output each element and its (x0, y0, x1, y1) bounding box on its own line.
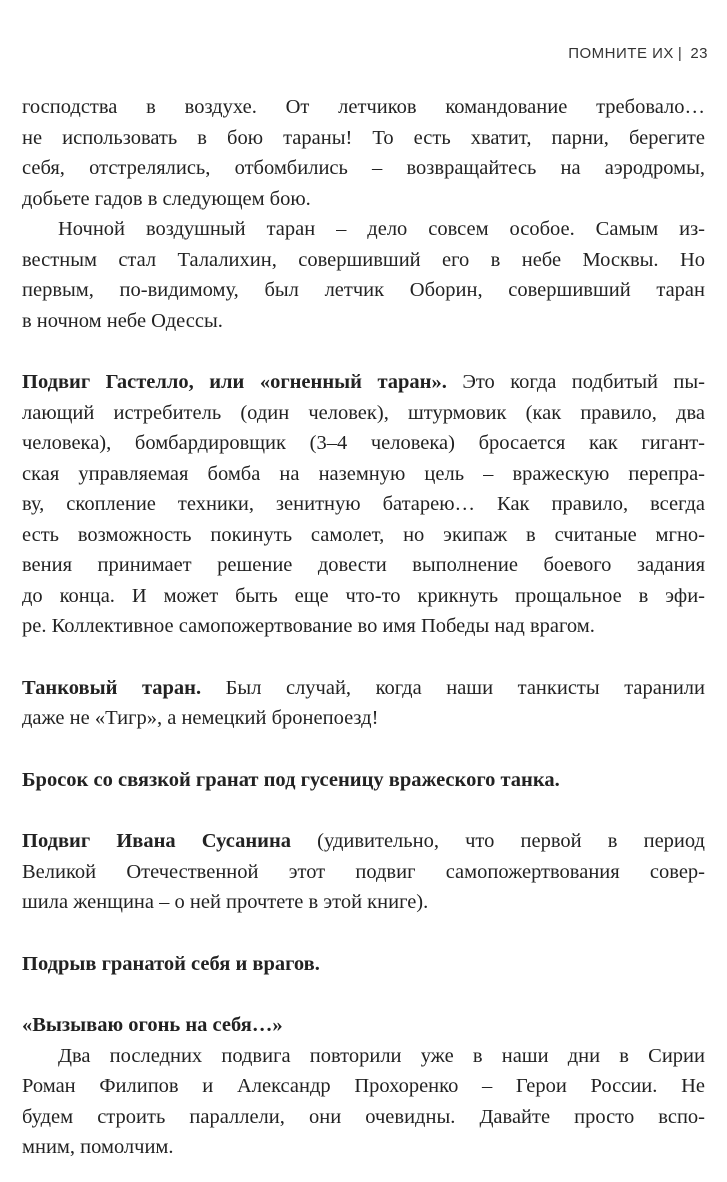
text-line: себя, отстрелялись, отбомбились – возвращайтесь на аэродромы, (22, 157, 705, 179)
paragraph (22, 673, 705, 734)
text-line: ре. Коллективное самопожертвование во имя Победы над врагом. (22, 615, 595, 637)
text-line: лающий истребитель (один человек), штурмовик (как правило, два (22, 401, 705, 424)
text-line: даже не «Тигр», а немецкий бронепоезд! (22, 707, 379, 729)
running-head (568, 45, 708, 62)
text-line: вестным стал Талалихин, совершивший его в небе Москвы. Но (22, 248, 705, 271)
text-line: до конца. И может быть еще что-то крикнуть прощальное в эфи- (22, 584, 705, 607)
text-line: шила женщина – о ней прочтете в этой книге). (22, 891, 429, 913)
paragraph-gap (22, 979, 705, 1010)
paragraph (22, 826, 705, 918)
text-line (22, 367, 705, 398)
text-line: Великой Отечественной этот подвиг самопожертвования совер- (22, 860, 705, 883)
text-line: вения принимает решение довести выполнение боевого задания (22, 554, 705, 576)
text-line: «Вызываю огонь на себя…» (22, 1014, 283, 1036)
text-run: Это когда подбитый пы- (446, 371, 706, 393)
text-line: ву, скопление техники, зенитную батарею… Как правило, всегда (22, 493, 705, 515)
text-line: в ночном небе Одессы. (22, 309, 223, 332)
paragraph (22, 1010, 705, 1163)
section-title: ПОМНИТЕ ИХ (568, 45, 674, 62)
text-line: будем строить параллели, они очевидны. Давайте просто вспо- (22, 1105, 705, 1128)
paragraph (22, 765, 705, 796)
text-run: (удивительно, что первой в период (291, 830, 705, 852)
bold-lead: Подвиг Ивана Сусанина (22, 830, 291, 852)
text-line (22, 673, 705, 704)
text-line: первым, по-видимому, был летчик Оборин, совершивший таран (22, 279, 705, 301)
text-line: Ночной воздушный таран – дело совсем особое. Самым из- (58, 218, 705, 240)
bold-lead: Подвиг Гастелло, или «огненный таран». (22, 371, 447, 393)
paragraph-gap (22, 642, 705, 673)
text-line: добьете гадов в следующем бою. (22, 187, 311, 210)
page-number: 23 (690, 45, 708, 62)
text-line: человека), бомбардировщик (3–4 человека) бросается как гигант- (22, 432, 705, 454)
text-line: не использовать в бою тараны! То есть хватит, парни, берегите (22, 126, 705, 149)
text-line: Два последних подвига повторили уже в наши дни в Сирии (58, 1044, 705, 1067)
text-line: есть возможность покинуть самолет, но экипаж в считаные мгно- (22, 523, 705, 546)
text-line (22, 826, 705, 857)
paragraph-gap (22, 336, 705, 367)
text-line: ская управляемая бомба на наземную цель – вражескую перепра- (22, 462, 705, 485)
text-run: Был случай, когда наши танкисты таранили (201, 676, 705, 699)
page-body (22, 92, 705, 1163)
paragraph-gap (22, 734, 705, 765)
text-line: Бросок со связкой гранат под гусеницу вражеского танка. (22, 768, 560, 791)
paragraph (22, 92, 705, 214)
text-line: господства в воздухе. От летчиков командование требовало… (22, 96, 705, 118)
paragraph (22, 214, 705, 336)
header-separator: | (677, 45, 683, 62)
paragraph-gap (22, 918, 705, 949)
paragraph (22, 949, 705, 980)
text-line: Роман Филипов и Александр Прохоренко – Герои России. Не (22, 1075, 705, 1097)
paragraph (22, 367, 705, 642)
bold-lead: Танковый таран. (22, 676, 202, 699)
text-line: мним, помолчим. (22, 1136, 174, 1158)
paragraph-gap (22, 795, 705, 826)
text-line: Подрыв гранатой себя и врагов. (22, 952, 320, 975)
